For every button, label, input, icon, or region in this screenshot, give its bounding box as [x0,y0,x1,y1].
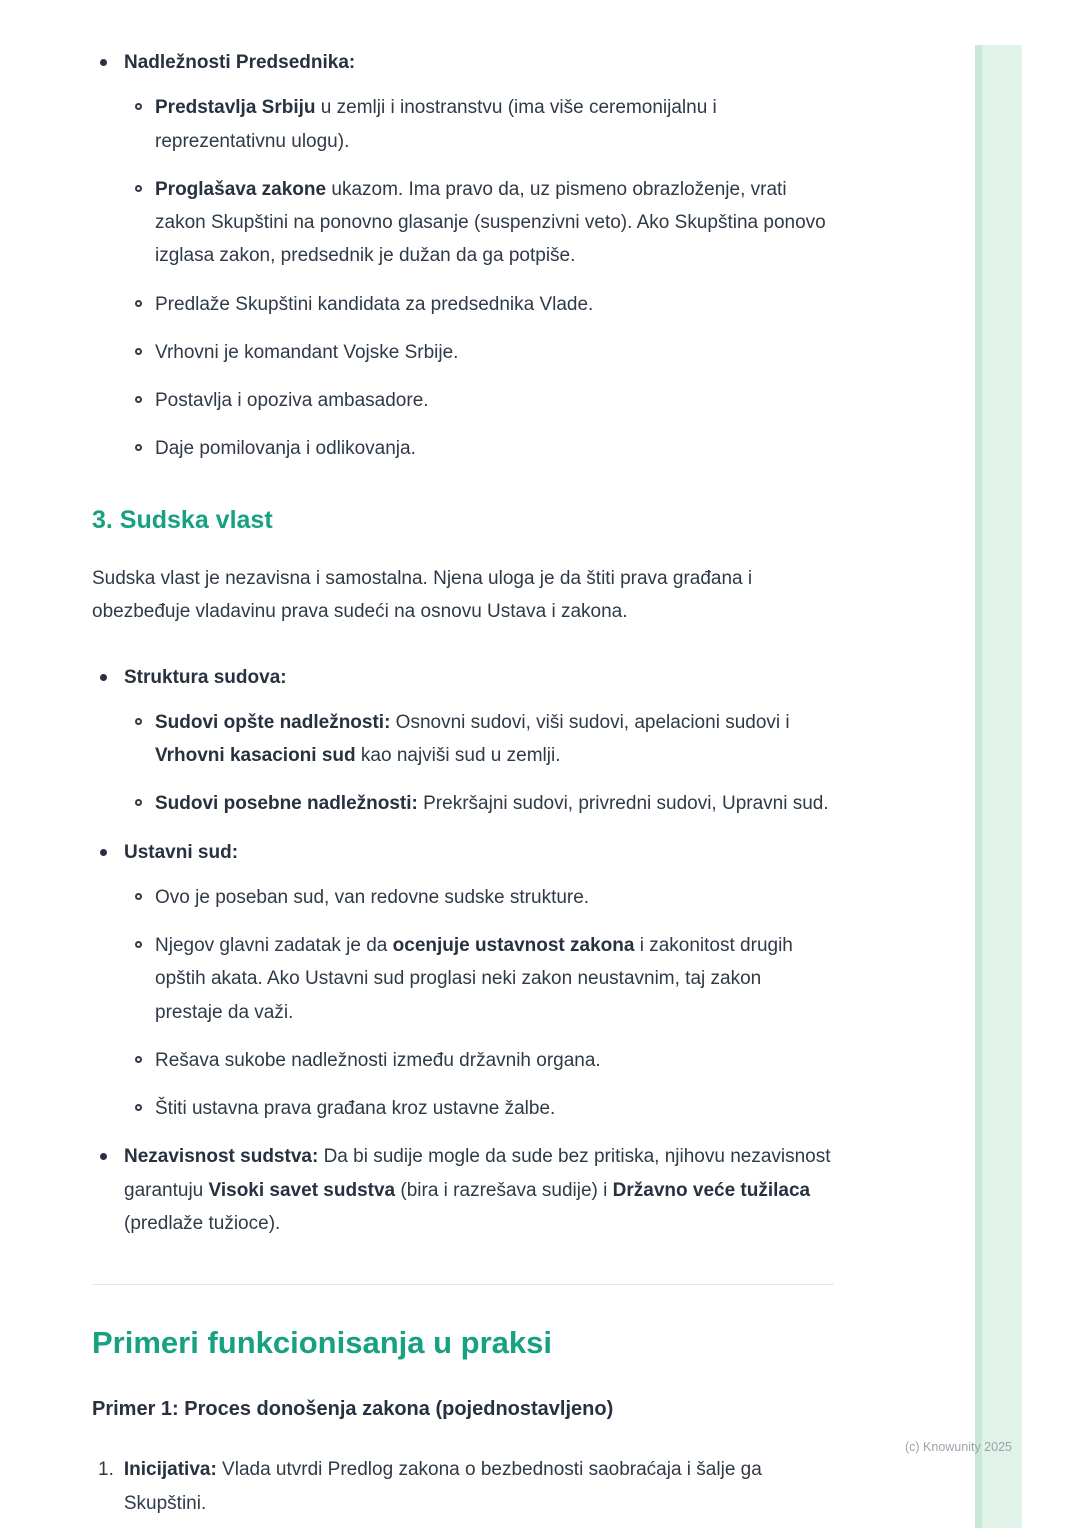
list-item-text [155,706,834,773]
sub-list-item [125,288,834,321]
bold-text: Nadležnosti Predsednika: [124,52,356,73]
list-item-row [92,1140,834,1240]
bold-text: Struktura sudova: [124,666,287,688]
list-item-row [92,46,834,79]
number-marker: 1. [98,1459,114,1481]
bullet-icon [100,1153,107,1160]
list-item-row [125,881,834,914]
text-segment: Njegov glavni zadatak je da [155,935,393,956]
bold-text: Inicijativa: [123,1459,217,1481]
text-segment: Prekršajni sudovi, privredni sudovi, Upravni sud. [417,793,829,815]
bullet-icon [100,59,107,66]
bold-text: ocenjuje ustavnost zakona [392,935,635,956]
circle-bullet-icon [135,941,142,948]
bullet-icon [100,674,107,681]
sub-list-item [125,929,834,1029]
list-item-text [155,432,834,465]
list-item-text [155,336,834,369]
sub-list-item [125,787,834,820]
text-segment: Osnovni sudovi, viši sudovi, apelacioni sudovi i [390,711,790,733]
list-item-row [92,661,834,694]
bold-text: Ustavni sud: [124,841,239,863]
list-item-row [92,836,834,869]
page-accent-stripe [975,45,1022,1528]
text-segment: i zakonitost drugih opštih akata. Ako Ustavni sud proglasi neki zakon neustavnim, taj zakon prestaje da važi. [155,935,793,1023]
document-content [92,46,834,1534]
list-item-row [125,336,834,369]
bold-text: Visoki savet sudstva [208,1179,396,1201]
circle-bullet-icon [135,718,142,725]
sub-list [125,881,834,1126]
text-segment: Vlada utvrdi Predlog zakona o bezbednosti saobraćaja i šalje ga Skupštini. [123,1459,762,1514]
circle-bullet-icon [135,396,142,403]
text-segment: u zemlji i inostranstvu (ima više ceremonijalnu i reprezentativnu ulogu). [155,97,717,152]
text-segment: (predlaže tužioce). [124,1212,281,1234]
paragraph [92,562,834,629]
bullet-list [92,661,834,1241]
list-item-row [125,91,834,158]
list-item-row [125,1092,834,1125]
list-item-text [155,288,834,321]
text-segment: Vrhovni je komandant Vojske Srbije. [155,341,459,363]
text-segment: ukazom. Ima pravo da, uz pismeno obrazloženje, vrati zakon Skupštini na ponovno glasanje (suspenzivni veto). Ako Skupština ponovo izglasa zakon, predsednik je dužan da ga potpiše. [155,178,826,267]
sub-list-item [125,173,834,273]
circle-bullet-icon [135,893,142,900]
bold-text: Vrhovni kasacioni sud [155,745,356,766]
sub-list-item [125,1092,834,1125]
list-item-text [124,46,834,79]
text-segment: kao najviši sud u zemlji. [355,745,561,766]
list-item [92,661,834,821]
list-item-text [155,881,834,914]
list-item-text [155,384,834,417]
list-item-row [125,384,834,417]
circle-bullet-icon [135,799,142,806]
example-heading: Primer 1: Proces donošenja zakona (pojednostavljeno) [92,1398,614,1421]
list-item-row [125,432,834,465]
bold-text: Nezavisnost sudstva: [124,1146,319,1168]
bold-text: Proglašava zakone [155,178,327,200]
list-item-text [155,929,834,1029]
text-segment: Daje pomilovanja i odlikovanja. [155,438,416,460]
bullet-list [92,46,834,466]
list-item [92,46,834,466]
sub-list-item [125,432,834,465]
circle-bullet-icon [135,300,142,307]
footer-copyright: (c) Knowunity 2025 [904,1440,1012,1454]
text-segment: Sudska vlast je nezavisna i samostalna. Njena uloga je da štiti prava građana i obezbeđuje vladavinu prava sudeći na osnovu Ustava i zakona. [92,568,753,623]
circle-bullet-icon [135,185,142,192]
list-item-text [124,836,834,869]
list-item-row [125,706,834,773]
list-item-text [155,173,834,273]
list-item-text [155,1044,834,1077]
sub-list-item [125,706,834,773]
bold-text: Predstavlja Srbiju [155,97,316,119]
circle-bullet-icon [135,348,142,355]
numbered-list [92,1453,834,1520]
text-segment: Postavlja i opoziva ambasadore. [155,390,429,411]
list-item-text [124,1453,834,1520]
sub-list [125,91,834,465]
sub-list-item [125,384,834,417]
section-heading: Primeri funkcionisanja u praksi [92,1325,552,1360]
sub-list-item [125,1044,834,1077]
text-segment: Ovo je poseban sud, van redovne sudske strukture. [155,886,590,908]
text-segment: Rešava sukobe nadležnosti između državnih organa. [155,1049,601,1071]
sub-list-item [125,336,834,369]
bold-text: Državno veće tužilaca [612,1179,811,1201]
list-item-row [125,288,834,321]
circle-bullet-icon [135,1056,142,1063]
list-item-text [155,91,834,158]
circle-bullet-icon [135,444,142,451]
bullet-icon [100,849,107,856]
text-segment: Predlaže Skupštini kandidata za predsednika Vlade. [155,293,594,315]
list-item-row [125,929,834,1029]
bold-text: Sudovi opšte nadležnosti: [155,711,391,733]
list-item-text [124,1140,834,1240]
list-item-row [125,787,834,820]
list-item-text [155,787,834,820]
circle-bullet-icon [135,103,142,110]
list-item [92,1140,834,1240]
numbered-item [92,1453,834,1520]
sub-list [125,706,834,821]
list-item-text [155,1092,834,1125]
subsection-heading: 3. Sudska vlast [92,505,273,534]
divider [92,1284,834,1285]
list-item-row [92,1453,834,1520]
list-item-row [125,1044,834,1077]
text-segment: Da bi sudije mogle da sude bez pritiska, njihovu nezavisnost garantuju [124,1146,831,1201]
list-item-row [125,173,834,273]
sub-list-item [125,881,834,914]
circle-bullet-icon [135,1104,142,1111]
list-item [92,836,834,1126]
text-segment: Štiti ustavna prava građana kroz ustavne žalbe. [155,1098,556,1119]
sub-list-item [125,91,834,158]
text-segment: (bira i razrešava sudije) i [395,1179,613,1201]
bold-text: Sudovi posebne nadležnosti: [155,793,418,815]
list-item-text [124,661,834,694]
